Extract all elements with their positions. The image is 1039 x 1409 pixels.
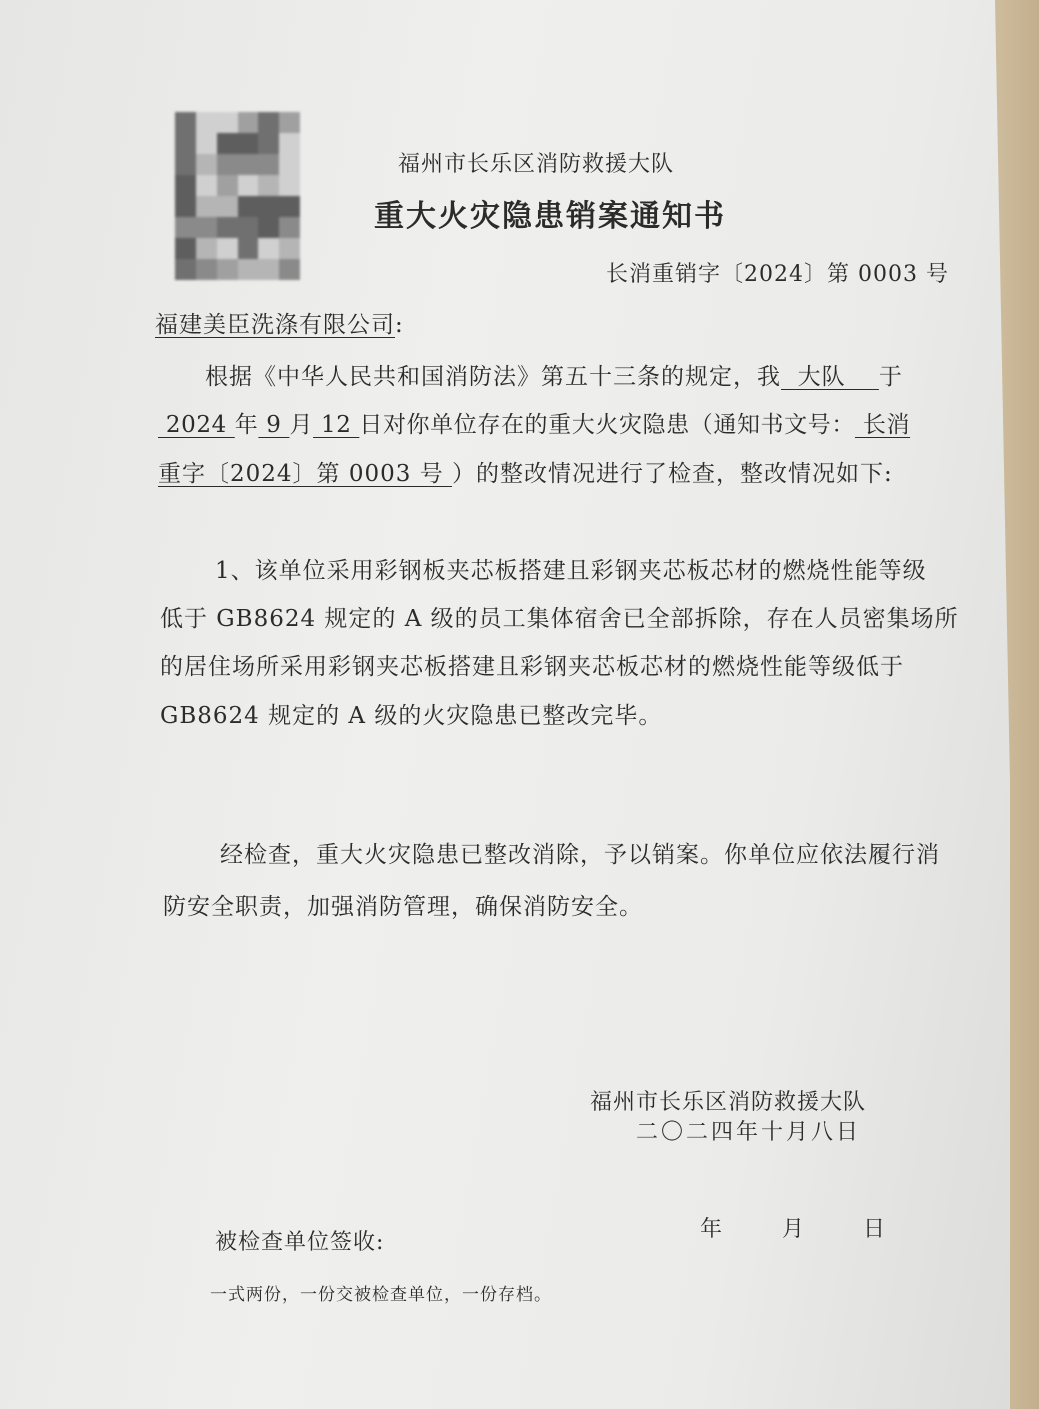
receipt-month: 月 [782, 1217, 806, 1242]
qr-pixel [279, 175, 300, 196]
document-number: 长消重销字〔2024〕第 0003 号 [606, 262, 949, 287]
conclusion-line-1: 经检查，重大火灾隐患已整改消除，予以销案。你单位应依法履行消 [220, 842, 940, 868]
qr-pixel [217, 196, 238, 217]
qr-pixel [258, 154, 279, 175]
qr-pixel [238, 154, 259, 175]
qr-pixel [175, 112, 196, 133]
signature-date: 二〇二四年十月八日 [636, 1120, 862, 1145]
qr-pixel [258, 175, 279, 196]
footnote: 一式两份，一份交被检查单位，一份存档。 [210, 1285, 552, 1305]
item-line-4: GB8624 规定的 A 级的火灾隐患已整改完毕。 [160, 703, 663, 729]
signature-org: 福州市长乐区消防救援大队 [590, 1090, 867, 1115]
qr-pixel [196, 217, 217, 238]
document-title: 重大火灾隐患销案通知书 [374, 199, 726, 234]
qr-pixel [196, 196, 217, 217]
qr-pixel [175, 196, 196, 217]
qr-pixel [238, 217, 259, 238]
qr-pixel [217, 175, 238, 196]
qr-pixel [217, 133, 238, 154]
qr-pixel [238, 259, 259, 280]
qr-pixel [279, 196, 300, 217]
item-line-1: 1、该单位采用彩钢板夹芯板搭建且彩钢夹芯板芯材的燃烧性能等级 [215, 558, 927, 584]
qr-pixel [196, 259, 217, 280]
qr-pixel [238, 133, 259, 154]
item-line-3: 的居住场所采用彩钢夹芯板搭建且彩钢夹芯板芯材的燃烧性能等级低于 [160, 654, 904, 680]
receipt-label: 被检查单位签收: [215, 1230, 385, 1255]
qr-pixel [258, 238, 279, 259]
qr-pixel [217, 238, 238, 259]
qr-pixel [217, 217, 238, 238]
qr-pixel [258, 217, 279, 238]
qr-pixel [279, 112, 300, 133]
qr-pixel [258, 112, 279, 133]
qr-pixel [217, 112, 238, 133]
blurred-qr-code [175, 112, 300, 280]
qr-pixel [279, 217, 300, 238]
qr-pixel [175, 217, 196, 238]
qr-pixel [175, 175, 196, 196]
qr-pixel [196, 133, 217, 154]
intro-line-2: 2024 年 9 月 12 日对你单位存在的重大火灾隐患（通知书文号： 长消 [158, 412, 911, 438]
receipt-day: 日 [863, 1217, 887, 1242]
qr-pixel [217, 259, 238, 280]
qr-pixel [238, 112, 259, 133]
qr-pixel [258, 196, 279, 217]
qr-pixel [279, 154, 300, 175]
qr-pixel [196, 112, 217, 133]
qr-pixel [217, 154, 238, 175]
qr-pixel [175, 259, 196, 280]
receipt-year: 年 [700, 1217, 724, 1242]
conclusion-line-2: 防安全职责，加强消防管理，确保消防安全。 [163, 894, 643, 920]
qr-pixel [279, 238, 300, 259]
addressee: 福建美臣洗涤有限公司: [155, 312, 404, 338]
qr-pixel [175, 133, 196, 154]
qr-pixel [175, 154, 196, 175]
qr-pixel [238, 175, 259, 196]
qr-pixel [175, 238, 196, 259]
qr-pixel [196, 238, 217, 259]
qr-pixel [196, 154, 217, 175]
qr-pixel [238, 238, 259, 259]
qr-pixel [279, 259, 300, 280]
qr-pixel [258, 133, 279, 154]
item-line-2: 低于 GB8624 规定的 A 级的员工集体宿舍已全部拆除，存在人员密集场所 [160, 606, 959, 632]
qr-pixel [238, 196, 259, 217]
qr-pixel [279, 133, 300, 154]
intro-line-1: 根据《中华人民共和国消防法》第五十三条的规定，我 大队 于 [205, 364, 903, 390]
issuing-org: 福州市长乐区消防救援大队 [398, 152, 675, 177]
intro-line-3: 重字〔2024〕第 0003 号 ）的整改情况进行了检查，整改情况如下: [158, 461, 893, 487]
qr-pixel [258, 259, 279, 280]
qr-pixel [196, 175, 217, 196]
